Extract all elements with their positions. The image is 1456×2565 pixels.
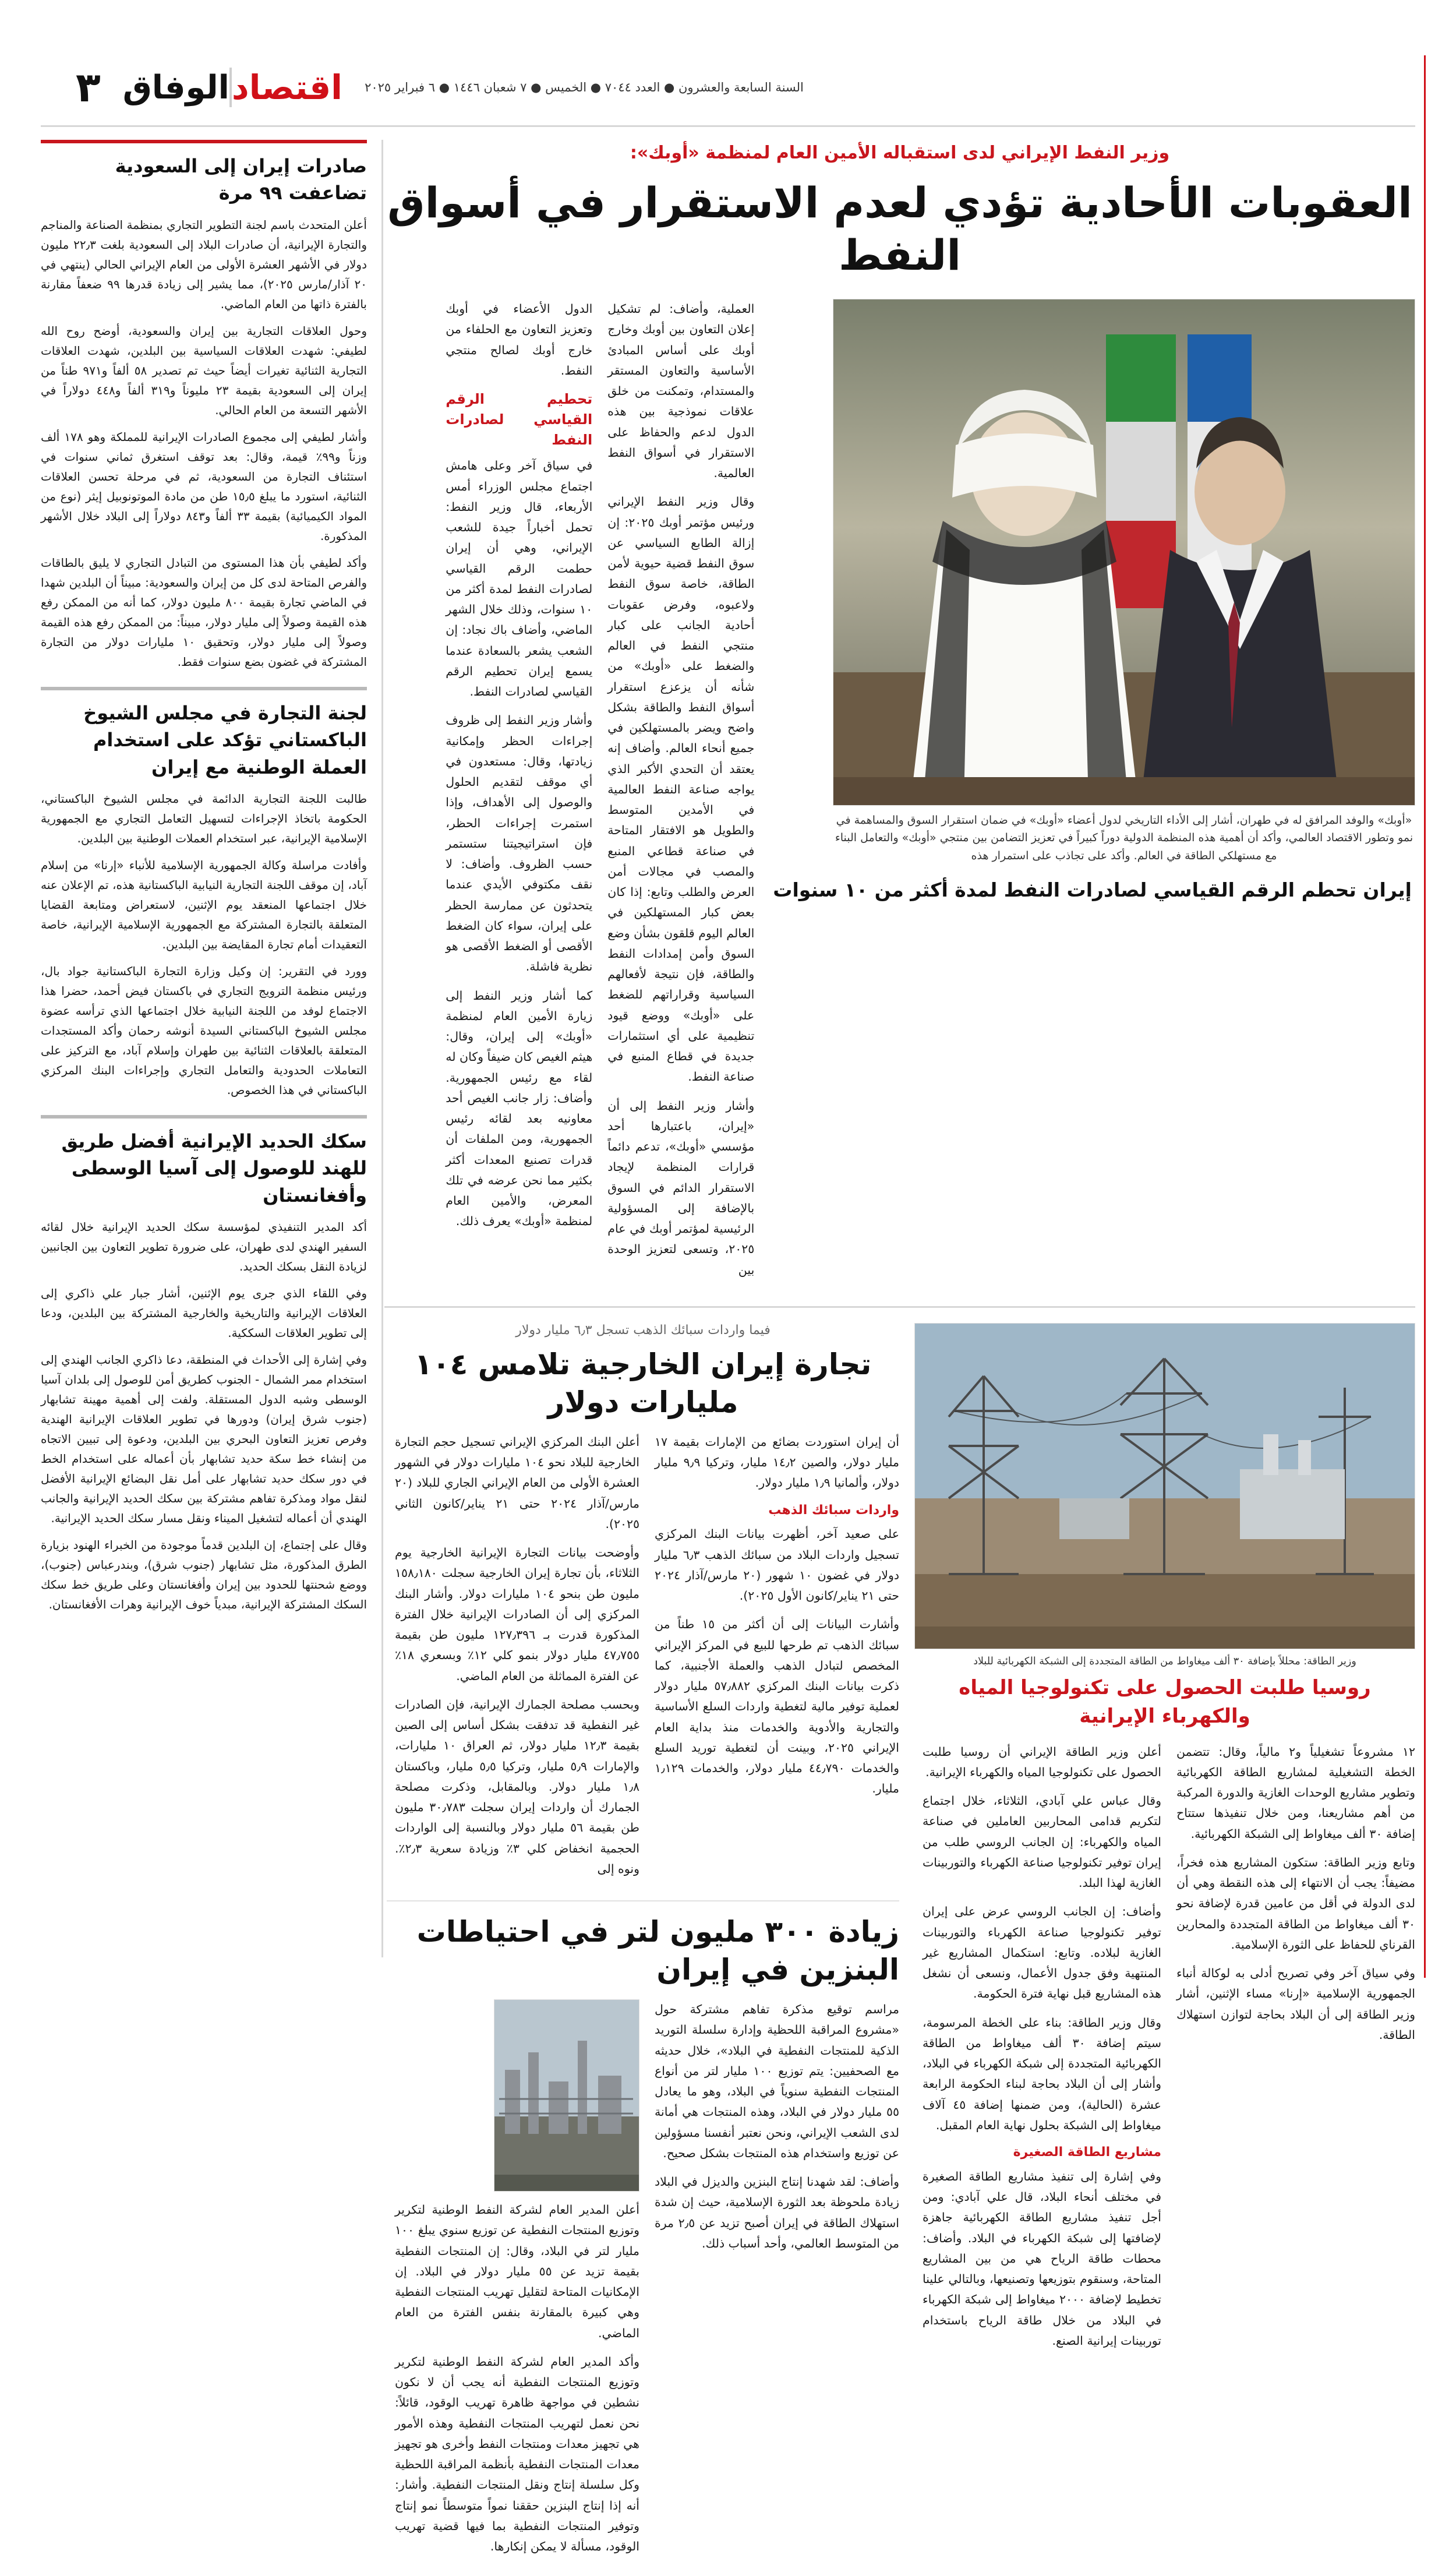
- lead-story: [384, 140, 1415, 1289]
- lead-col1-p1: الدول الأعضاء في أوبك وتعزيز التعاون مع الحلفاء من خارج أوبك لصالح منتجي النفط.: [446, 302, 593, 377]
- s3-cola-p1: أعلن المدير العام لشركة النفط الوطنية لتكرير وتوزيع المنتجات النفطية عن توزيع سنوي يبلغ ١٠٠ مليار لتر في البلاد، وقال: إن المنتجات النفطية بقيمة تزيد عن ٥٥ مليار دولار في البلاد. إن الإمكانيات المتاحة لتقليل تهريب المنتجات النفطية وهي كبيرة بالمقارنة بنفس الفترة من العام الماضي.: [395, 2203, 639, 2340]
- sidebar-rule-gray-2: [41, 1115, 367, 1119]
- story2-subhead: واردات سبائك الذهب: [768, 1502, 899, 1518]
- sidebar-body-2: [41, 1217, 367, 1614]
- refinery-photo: [494, 1999, 639, 2192]
- sb0-p2: وحول العلاقات التجارية بين إيران والسعودية، أوضح روح الله لطيفي: شهدت العلاقات السياسية بين البلدين، شهدت العلاقات التجارية الثنائية تغيرات أيضاً حيث تم تصدير ٥٨ ألفاً و٩٧١ طناً من إيران إلى السعودية بقيمة ٢٣ مليوناً و٣١٩ ألفاً و٤٤٨ دولاراً في الأشهر التسعة من العام الحالي.: [41, 323, 367, 417]
- story-trade: [387, 1323, 899, 2565]
- sb1-p2: وأفادت مراسلة وكالة الجمهورية الإسلامية للأنباء «إرنا» من إسلام آباد، إن موقف اللجنة التجارية النيابية الباكستانية هذه، تم الإعلان عنه خلال اجتماعها المنعقد يوم الإثنين، لاستعراض ومتابعة القضايا المتعلقة بالتجارة المشتركة مع الجمهورية الإسلامية الإيرانية، خاصة التعقيدات أمام تجارة المقايضة بين البلدين.: [41, 858, 367, 951]
- sb2-p2: وفي اللقاء الذي جرى يوم الإثنين، أشار جبار علي ذاكري إلى العلاقات الإيرانية والتاريخية والخارجية المشتركة بين البلدين، ودعا إلى تطوير العلاقات السككية.: [41, 1286, 367, 1340]
- s2-colb-p3: وأشارت البيانات إلى أن أكثر من ١٥ طناً من سبائك الذهب تم طرحها للبيع في المركز الإيراني المخصص لتبادل الذهب والعملة الأجنبية، كما ذكرت بيانات البنك المركزي ٥٧٫٨٨٢ مليار دولار لعملية توفير مالية لتغطية واردات السلع الأساسية والتجارية والأدوية والخدمات منذ بداية العام الإيراني ٢٠٢٥، وبينت أن لتغطية توريد السلع والخدمات ٤٤٫٧٩٠ مليار دولار، والخدمات ١٫١٢٩ مليار.: [655, 1617, 899, 1796]
- photo-story-caption: وزير الطاقة: محللاً بإضافة ٣٠ ألف ميغاواط من الطاقة المتجددة إلى الشبكة الكهربائية للبلاد: [914, 1649, 1415, 1670]
- sidebar-divider: [381, 140, 383, 1957]
- lead-headline: العقوبات الأحادية تؤدي لعدم الاستقرار في أسواق النفط: [387, 178, 1412, 280]
- s2-colb-p2: على صعيد آخر، أظهرت بيانات البنك المركزي تسجيل واردات البلاد من سبائك الذهب ٦٫٣ مليار دولار في غضون ١٠ شهور (٢٠ مارس/آذار ٢٠٢٤ حتى ٢١ يناير/كانون الأول ٢٠٢٥).: [655, 1527, 899, 1603]
- photo-story: [914, 1323, 1415, 2359]
- ps-cola-p1: أعلن وزير الطاقة الإيراني أن روسيا طلبت الحصول على تكنولوجيا المياه والكهرباء الإيرانية.: [923, 1744, 1161, 1779]
- section-divider-1: [384, 1306, 1415, 1308]
- lead-body-grid: [384, 299, 1415, 1289]
- story2-title: تجارة إيران الخارجية تلامس ١٠٤ مليارات دولار: [414, 1347, 872, 1419]
- photo-story-col-a: [923, 1742, 1161, 2360]
- sb2-p3: وفي إشارة إلى الأحداث في المنطقة، دعا ذاكري الجانب الهندي إلى استخدام ممر الشمال - الجنوب كطريق أمن للوصول إلى بلدان آسيا الوسطى وشبه الدول المستقلة. ولفت إلى أهمية مهينة تشابهار (جنوب شرق إيران) ودورها في تطوير العلاقات الإيرانية الهندية وفرص تعزيز التعاون البحري بين البلدين، ودعوة إلى تبيين الاتجاه من إنشاء خط سكة حديد تشابهار بأن أعماله على استخدام الخط في دور سكك حديد تشابهار على أمل نقل البضائع الإيرانية الأفضل لنقل مواد ومذكرة تفاهم مشتركة بين سكك الحديد الإيرانية والجانب الهندي أن أعماله لتشغيل الميناء ونقل مسار سكك الحديد الإيرانية.: [41, 1353, 367, 1526]
- story2-eyebrow: فيما واردات سبائك الذهب تسجل ٦٫٣ مليار دولار: [515, 1322, 771, 1338]
- refinery-illustration: [494, 2000, 639, 2192]
- lead-photo-illustration: [833, 299, 1415, 806]
- sidebar-title-2: سكك الحديد الإيرانية أفضل طريق للهند للوصول إلى آسيا الوسطى وأفغانستان: [61, 1130, 367, 1206]
- s2-cola-p2: وأوضحت بيانات التجارة الإيرانية الخارجية يوم الثلاثاء، بأن تجارة إيران الخارجية سجلت ١٥٨٫١٨٠ مليون طن بنحو ١٠٤ مليارات دولار. وأشار البنك المركزي إلى أن الصادرات الإيرانية خلال الفترة المذكورة قدرت بـ ١٢٧٫٣٩٦ مليون طن بقيمة ٤٧٫٧٥٥ مليار دولار بنمو كلي ١٢٪ وبسعري ١٨٪ عن الفترة المماثلة من العام الماضي.: [395, 1546, 639, 1683]
- logo-divider: [229, 68, 232, 107]
- sidebar-item-saudi-exports: [41, 140, 367, 672]
- second-row: [384, 1323, 1415, 2565]
- story2-col-b: [655, 1432, 899, 1808]
- s3-cola-p2: وأكد المدير العام لشركة النفط الوطنية لتكرير وتوزيع المنتجات النفطية أنه يجب أن لا نكون نشطين في مواجهة ظاهرة تهريب الوقود، قائلاً: نحن نعمل لتهريب المنتجات النفطية وهذه الأمور هي تجهيز معدات ومنتجات النفط وأخرى هو تجهيز معدات المنتجات النفطية بأنظمة المراقبة اللحظية وكل سلسلة إنتاج ونقل المنتجات النفطية. وأشار: أنه إذا إنتاج البنزين حققنا نمواً متوسطاً نمو إنتاج وتوفير المنتجات النفطية بما فيها قضية تهريب الوقود، مسألة لا يمكن إنكارها.: [395, 2354, 639, 2553]
- s2-cola-p1: أعلن البنك المركزي الإيراني تسجيل حجم التجارة الخارجية للبلاد نحو ١٠٤ مليارات دولار في الشهور العشرة الأولى من العام الإيراني الجاري للبلاد (٢٠ مارس/آذار ٢٠٢٤ حتى ٢١ يناير/كانون الثاني ٢٠٢٥).: [395, 1434, 639, 1531]
- lead-col1-p2: في سياق آخر وعلى هامش اجتماع مجلس الوزراء أمس الأربعاء، قال وزير النفط: تحمل أخباراً جيدة للشعب الإيراني، وهي أن إيران حطمت الرقم القياسي لصادرات النفط لمدة أكثر من ١٠ سنوات، وذلك خلال الشهر الماضي، وأضاف باك نجاد: إن الشعب يشعر بالسعادة عندما يسمع إيران تحطيم الرقم القياسي لصادرات النفط.: [446, 458, 593, 699]
- power-plant-illustration: [914, 1324, 1415, 1649]
- ps-colb-p2: وتابع وزير الطاقة: ستكون المشاريع هذه فخراً، مضيفاً: يجب أن الانتهاء إلى هذه النقطة وهي أن لدى الدولة في أقل من عامين قدرة لإضافة نحو ٣٠ ألف ميغاواط من الطاقة المتجددة والمحارين القرناي للحفاظ على الثورة الإسلامية.: [1176, 1855, 1415, 1952]
- sidebar-item-pakistan-senate: [41, 687, 367, 1100]
- right-red-rule: [1424, 55, 1426, 1978]
- sidebar-title-0: صادرات إيران إلى السعودية تضاعفت ٩٩ مرة: [115, 155, 367, 204]
- sidebar-item-railways: [41, 1115, 367, 1614]
- lead-col1-p4: كما أشار وزير النفط إلى زيارة الأمين العام لمنظمة «أوبك» إلى إيران، وقال: هيثم الغيص كان ضيفاً وكان له لقاء مع رئيس الجمهورية. وأضاف: زار جانب الغيص أحد معاونيه بعد لقائه رئيس الجمهورية، ومن الملفات أن قدرات تصنيع المعدات أكثر بكثير مما نحن عرضه في تلك المعرض، والأمين العام لمنظمة «أوبك» يعرف ذلك.: [446, 988, 593, 1229]
- lead-col2-p3: وأشار وزير النفط إلى أن «إيران، باعتبارها أحد مؤسسي «أوبك»، تدعم دائماً قرارات المنظمة لإيجاد الاستقرار الدائم في السوق بالإضافة إلى المسؤولية الرئيسية لمؤتمر أوبك في عام ٢٠٢٥، وتسعى لتعزيز الوحدة بين: [607, 1098, 755, 1277]
- section-divider-2: [387, 1900, 899, 1901]
- sb1-p3: وورد في التقرير: إن وكيل وزارة التجارة الباكستانية جواد بال، ورئيس منظمة الترويج التجاري في باكستان فيض أحمد، حضرا هذا الاجتماع لوفد من اللجنة النيابية خلال اجتماعها الذي ترأسه عضوة مجلس الشيوخ الباكستاني السيدة أنوشه رحمان وأكد المستجدات المتعلقة بالعلاقات الثنائية بين طهران وإسلام آباد، مع التركيز على التعاملات الحدودية والتعامل التجاري وإجراءات البنك المركزي الباكستاني في هذا الخصوص.: [41, 964, 367, 1097]
- lead-kicker: وزير النفط الإيراني لدى استقباله الأمين العام لمنظمة «أوبك»:: [630, 143, 1170, 163]
- sb0-p4: وأكد لطيفي بأن هذا المستوى من التبادل التجاري لا يليق بالطاقات والفرص المتاحة لدى كل من إيران والسعودية: مبيناً أن البلدين شهدا في الماضي تجارة بقيمة ٨٠٠ مليون دولار، كما أنه من الممكن رفع هذه القيمة وصولاً إلى مليار دولار، مبيناً: من الممكن رفع هذه القيمة وصولاً إلى مليار دولار، وتحقيق ١٠ مليارات دولار من التجارة المشتركة في غضون بضع سنوات فقط.: [41, 555, 367, 669]
- story-gasoline: [387, 1913, 899, 2565]
- paper-name: الوفاق: [122, 68, 229, 107]
- story2-columns: [387, 1432, 899, 1887]
- story3-title: زيادة ٣٠٠ مليون لتر في احتياطات البنزين في إيران: [416, 1915, 899, 1987]
- lead-col1-subhead: تحطيم الرقم القياسي لصادرات النفط: [446, 391, 593, 448]
- ps-cola-p4: وقال وزير الطاقة: بناء على الخطة المرسومة، سيتم إضافة ٣٠ ألف ميغاواط من الطاقة الكهربائية المتجددة إلى شبكة الكهرباء في البلاد، وأشار إلى أن البلاد بحاجة لبناء الحكومة الرابعة عشرة (الحالية)، ومن ضمنها إضافة ٤٥ آلاف ميغاواط إلى الشبكة بحلول نهاية العام المقبل.: [923, 2015, 1162, 2132]
- photo-story-title: روسيا طلبت الحصول على تكنولوجيا المياه والكهرباء الإيرانية: [959, 1676, 1371, 1728]
- story3-columns: [387, 1999, 899, 2565]
- sb0-p3: وأشار لطيفي إلى مجموع الصادرات الإيرانية للمملكة وهو ١٧٨ ألف وزناً و٩٩٪ قيمة، وقال: بعد توقف استغرق ثماني سنوات في استئناف التجارة من السعودية، ثم في مرحلة تحسن العلاقات الثنائية، استورد ما يبلغ ١٥٫٥ طن من مادة الموتونوبيل إيثر (نوع من المواد الكيميائية) بقيمة ٣٣ ألفاً و٨٤٣ دولاراً إلى البلاد خلال الأشهر المذكورة.: [41, 429, 367, 543]
- lead-column-1: [446, 299, 592, 1240]
- s3-colb-p2: وأضاف: لقد شهدنا إنتاج البنزين والديزل في البلاد زيادة ملحوظة بعد الثورة الإسلامية، حيث إن شدة استهلاك الطاقة في إيران أصبح تزيد عن ٢٫٥ مرة من المتوسط العالمي، وأحد أسباب ذلك.: [655, 2175, 899, 2250]
- ps-cola-p3: وأضاف: إن الجانب الروسي عرض على إيران توفير تكنولوجيا صناعة الكهرباء والتوربينات الغازية لبلاده. وتابع: استكمال المشاريع غير المنتهية وفق جدول الأعمال، ونسعى أن نشغل هذه المشاريع قبل نهاية فترة الحكومة.: [923, 1904, 1161, 2001]
- main-content: [384, 140, 1415, 2565]
- photo-story-columns: [914, 1742, 1415, 2360]
- story3-col-a: [395, 2200, 639, 2565]
- lead-pullquote: إيران تحطم الرقم القياسي لصادرات النفط لمدة أكثر من ١٠ سنوات: [773, 878, 1412, 902]
- lead-photo-caption: «أوبك» والوفد المرافق له في طهران، أشار إلى الأداء التاريخي لدول أعضاء «أوبك» في ضمان استقرار السوق والمساهمة في نمو وتطور الاقتصاد العالمي، وأكد أن أهمية هذه المنظمة الدولية دوراً كبيراً في تعزيز التضامن بين منتجي «أوبك» والتعامل البناء مع مستهلكي الطاقة في العالم. وأكد على تجاذب على استمرار هذه: [835, 814, 1413, 862]
- sidebar: [41, 140, 367, 1629]
- sb1-p1: طالبت اللجنة التجارية الدائمة في مجلس الشيوخ الباكستاني، الحكومة باتخاذ الإجراءات لتسهيل التعامل التجاري مع الجمهورية الإسلامية الإيرانية، عبر استخدام العملات الوطنية بين البلدين.: [41, 791, 367, 845]
- lead-photo-block: [769, 299, 1415, 906]
- lead-col2-p2: وقال وزير النفط الإيراني ورئيس مؤتمر أوبك ٢٠٢٥: إن إزالة الطابع السياسي عن سوق النفط قضية حيوية لأمن الطاقة، خاصة سوق النفط ولاعبوه، وفرض عقوبات أحادية الجانب على كبار منتجي النفط في العالم والضغط على «أوبك» من شأنه أن يزعزع استقرار أسواق النفط والطاقة بشكل واضح ويضر بالمستهلكين في جميع أنحاء العالم. وأضاف إنه يعتقد أن التحدي الأكبر الذي يواجه صناعة النفط العالمية في الأمدين المتوسط والطويل هو الافتقار المتاحة في صناعة قطاعي المنبع والمصب في مجالات أمن العرض والطلب وتابع: إذا كان بعض كبار المستهلكين في العالم اليوم قلقون بشأن وضع السوق وأمن إمدادات النفط والطاقة، فإن نتيجة لأفعالهم السياسية وقراراتهم للضغط على «أوبك» ووضع قيود تنظيمية على أي استثمارات جديدة في قطاع المنبع في صناعة النفط.: [607, 495, 755, 1084]
- s2-colb-p1: أن إيران استوردت بضائع من الإمارات بقيمة ١٧ مليار دولار، والصين ١٤٫٢ مليار، وتركيا ٩٫٩ مليار دولار، وألمانيا ١٫٩ مليار دولار.: [655, 1434, 900, 1490]
- lead-column-2: [607, 299, 754, 1289]
- ps-cola-p2: وقال عباس علي آبادي، الثلاثاء، خلال اجتماع لتكريم قدامى المحاربين العاملين في صناعة المياه والكهرباء: إن الجانب الروسي طلب من إيران توفير تكنولوجيا صناعة الكهرباء والتوربينات الغازية لهذا البلد.: [923, 1794, 1161, 1890]
- sb2-p4: وقال على إجتماع، إن البلدين قدماً موجودة من الخبراء الهنود بزيارة الطرق المذكورة، مثل تشابهار (جنوب شرق)، وبندرعباس (جنوب)، ووضع شحنتها للحدود بين إيران وأفغانستان وعلى طريق خط سكك السكك المشتركة الإيرانية، مبدياً خوف الإيرانية وهرات الأفغانستان.: [41, 1538, 367, 1612]
- story2-col-a: [395, 1432, 639, 1887]
- masthead-meta: السنة السابعة والعشرون ● العدد ٧٠٤٤ ● الخميس ● ٧ شعبان ١٤٤٦ ● ٦ فبراير ٢٠٢٥: [365, 80, 804, 94]
- masthead-logo-block: [101, 68, 365, 107]
- section-title: اقتصاد: [231, 68, 343, 107]
- masthead: [41, 55, 1415, 119]
- lead-photo: [833, 299, 1415, 806]
- sidebar-body-1: [41, 789, 367, 1100]
- story3-col-a-wrap: [395, 1999, 639, 2565]
- sidebar-rule-red: [41, 140, 367, 143]
- s3-colb-p1: مراسم توقيع مذكرة تفاهم مشتركة حول «مشروع المراقبة اللحظية وإدارة سلسلة التوريد الذكية للمنتجات النفطية في البلاد»، خلال حديثه مع الصحفيين: يتم توزيع ١٠٠ مليار لتر من أنواع المنتجات النفطية سنوياً في البلاد، وهو ما يعادل ٥٥ مليار دولار في البلاد، وهذه المنتجات هي أمانة لدى الشعب الإيراني، ونحن نعتبر أنفسنا مسؤولين عن توزيع واستخدام هذه المنتجات بشكل صحيح.: [655, 2002, 899, 2160]
- sidebar-title-1: لجنة التجارة في مجلس الشيوخ الباكستاني تؤكد على استخدام العملة الوطنية مع إيران: [83, 701, 367, 778]
- lead-col2-p1: العملية، وأضاف: لم تشكيل إعلان التعاون بين أوبك وخارج أوبك على أساس المبادئ الأساسية والتعاون المستقر والمستدام، وتمكنت من خلق علاقات نموذجية بين هذه الدول لدعم والحفاظ على الاستقرار في أسواق النفط العالمية.: [607, 302, 755, 480]
- ps-subhead-small: مشاريع الطاقة الصغيرة: [1013, 2145, 1161, 2160]
- lead-col1-p3: وأشار وزير النفط إلى ظروف إجراءات الحظر وإمكانية زيادتها، وقال: مستعدون في أي موقف لتقديم الحلول والوصول إلى الأهداف، وإذا استمرت إجراءات الحظر، فإن استراتيجيتنا ستستمر حسب الظروف. وأضاف: لا نقف مكتوفي الأيدي عندما يتحدثون عن ممارسة الحظر على إيران، سواء كان الضغط الأقصى أو الضغط الأقصى هو نظرية فاشلة.: [446, 713, 593, 974]
- ps-colb-p3: وفي سياق آخر وفي تصريح أدلى به لوكالة أنباء الجمهورية الإسلامية «إرنا» مساء الإثنين، أشار وزير الطاقة إلى أن البلاد بحاجة لتوازن استهلاك الطاقة.: [1176, 1966, 1415, 2042]
- ps-colb-p1: ١٢ مشروعاً تشغيلياً و٢ مالياً، وقال: تتضمن الخطة التشغيلية لمشاريع الطاقة الكهربائية وتطوير مشاريع الوحدات الغازية والدورة المركبة من أهم مشاريعنا، ومن خلال تنفيذها ستتاح إضافة ٣٠ ألف ميغاواط إلى الشبكة الكهربائية.: [1176, 1744, 1415, 1841]
- sb2-p1: أكد المدير التنفيذي لمؤسسة سكك الحديد الإيرانية خلال لقائه السفير الهندي لدى طهران، على ضرورة تطوير التعاون بين الجانبين لزيادة النقل بسكك الحديد.: [41, 1220, 367, 1274]
- top-rule: [41, 125, 1415, 127]
- ps-cola-p5: وفي إشارة إلى تنفيذ مشاريع الطاقة الصغيرة في مختلف أنحاء البلاد، قال علي آبادي: ومن أجل تنفيذ مشاريع الطاقة الكهربائية جاهزة لإضافتها إلى شبكة الكهرباء في البلاد. وأضاف: محطات طاقة الرياح هي من بين المشاريع المتاحة، وسنقوم بتوزيعها وتصنيعها، وبالتالي علينا تخطيط لإضافة ٢٠٠٠ ميغاواط إلى شبكة الكهرباء في البلاد من خلال طاقة الرياح باستخدام توربينات إيرانية الصنع.: [923, 2169, 1161, 2348]
- sidebar-rule-gray-1: [41, 687, 367, 690]
- sidebar-body-0: [41, 215, 367, 672]
- photo-story-col-b: [1176, 1742, 1415, 2054]
- sb0-p1: أعلن المتحدث باسم لجنة التطوير التجاري بمنظمة الصناعة والمناجم والتجارة الإيرانية، أن صادرات البلاد إلى السعودية بلغت ٢٢٫٣ مليون دولار في الأشهر العشرة الأولى من العام الإيراني الحالي (ينتهي في ٢٠ آذار/مارس ٢٠٢٥)، مما يشير إلى زيادة قدرها ٩٩ ضعفاً مقارنة بالفترة ذاتها من العام الماضي.: [41, 217, 367, 311]
- power-plant-photo: [914, 1323, 1415, 1649]
- s2-cola-p3: وبحسب مصلحة الجمارك الإيرانية، فإن الصادرات غير النفطية قد تدفقت بشكل أساس إلى الصين بقيمة ١٢٫٣ مليار دولار، ثم العراق ١٠ مليارات، والإمارات ٥٫٩ مليار، وتركيا ٥٫٥ مليار، وباكستان ١٫٨ مليار دولار. وبالمقابل، وذكرت مصلحة الجمارك أن واردات إيران سجلت ٣٠٫٧٨٣ مليون طن بقيمة ٥٦ مليار دولار وبالنسبة إلى الواردات الحجمية انخفاض كلي ٣٪ وزيادة سعرية ٢٫٣٪. ونوه إلى: [395, 1697, 639, 1876]
- story3-col-b: [655, 1999, 899, 2262]
- page-number: ٣: [76, 63, 101, 111]
